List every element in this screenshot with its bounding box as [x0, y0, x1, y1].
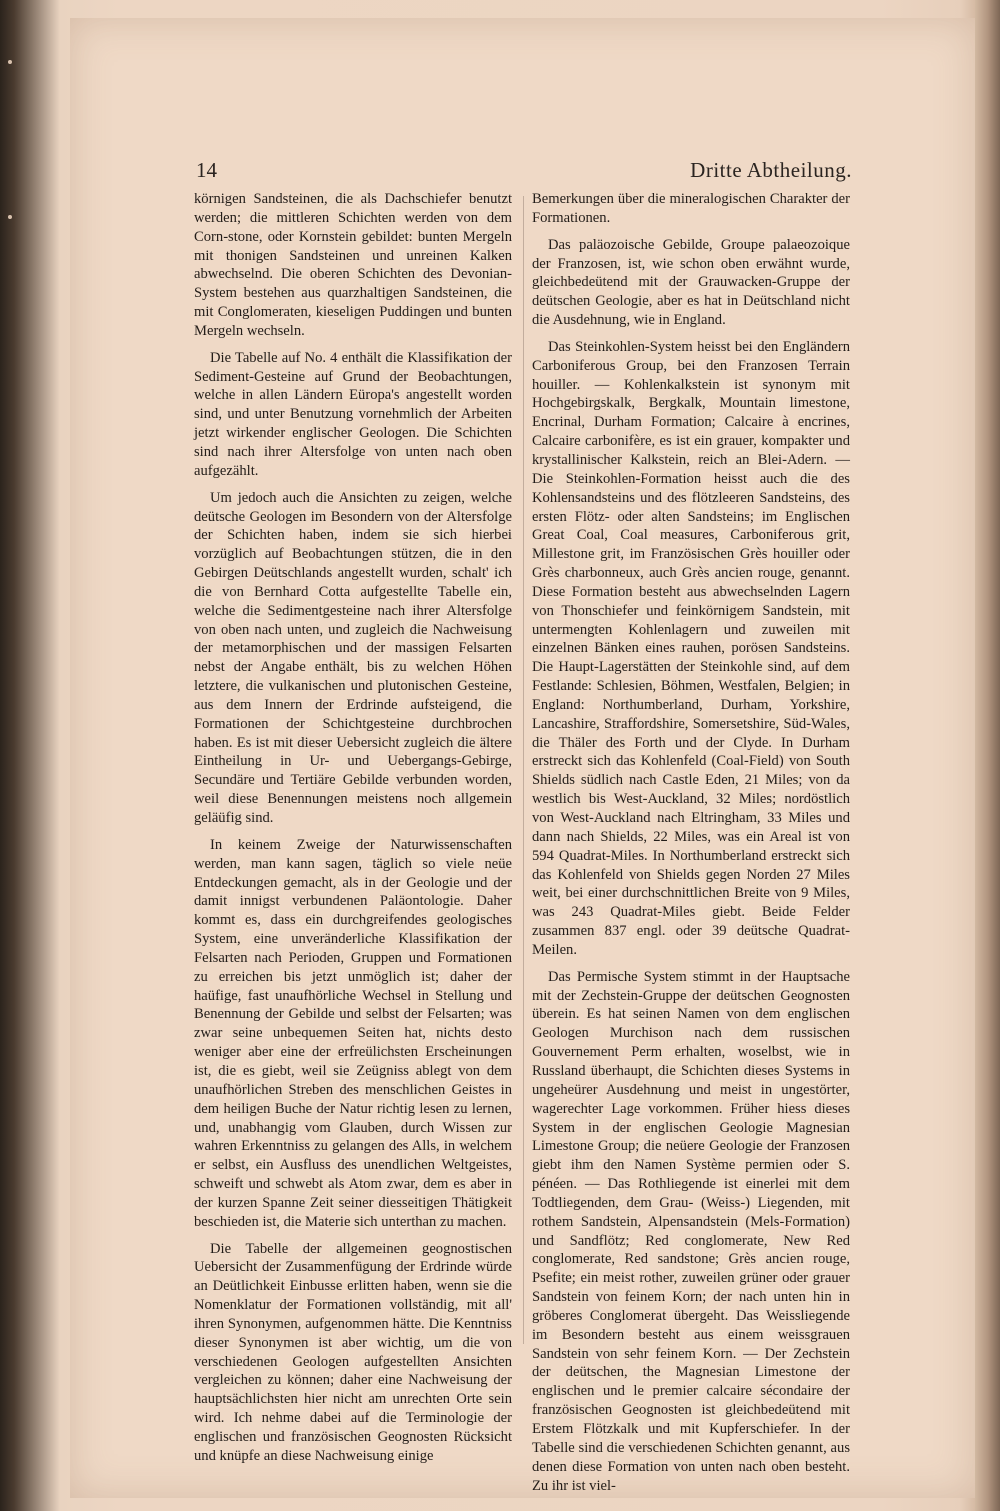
running-head: Dritte Abtheilung. [690, 158, 852, 182]
paragraph: Das paläozoische Gebilde, Groupe palaeozoique der Franzosen, ist, wie schon oben erwähnt wurde, gleichbedeütend mit der Grauwacken-Gruppe der deütschen Geologie, aber es hat in Deütschland nicht die Ausdehnung, wie in England. [532, 236, 850, 329]
right-column [532, 190, 850, 1503]
paragraph: Das Permische System stimmt in der Hauptsache mit der Zechstein-Gruppe der deütschen Geognosten überein. Es hat seinen Namen von dem englischen Geologen Murchison nach dem russischen Gouvernement Perm erhalten, woselbst, wie in Russland überhaupt, die Schichten dieses Systems in ungeheürer Ausdehnung und meist in ungestörter, wagerechter Lage vorkommen. Früher hiess dieses System in der englischen Geologie Magnesian Limestone Group; die neüere Geologie der Franzosen giebt ihm den Namen Système permien oder S. pénéen. — Das Rothliegende ist einerlei mit dem Todtliegenden, dem Grau- (Weiss-) Liegenden, mit rothem Sandstein, Alpensandstein (Mels-Formation) und Sandflötz; Red conglomerate, New Red conglomerate, Red sandstone; Grès ancien rouge, Psefite; ein meist rother, zuweilen grüner oder grauer Sandstein von feinem Korn; der nach unten hin in gröberes Conglomerat übergeht. Das Weissliegende im Besondern besteht aus einem weissgrauen Sandstein von sehr feinem Korn. — Der Zechstein der deütschen, the Magnesian Limestone der englischen und le premier calcaire sécondaire der französischen Geognosten ist gleichbedeütend mit Erstem Flötzkalk und mit Kupferschiefer. In der Tabelle sind die verschiedenen Schichten genannt, aus denen diese Formation von unten nach oben besteht. Zu ihr ist viel- [532, 968, 850, 1494]
paragraph: Um jedoch auch die Ansichten zu zeigen, welche deütsche Geologen im Besondern von der Altersfolge der Schichten haben, indem sie sich hierbei vorzüglich auf Beobachtungen stützen, die in den Gebirgen Deütschlands angestellt wurden, schalt' ich die von Bernhard Cotta aufgestellte Tabelle ein, welche die Sedimentgesteine nach ihrer Altersfolge von oben nach unten, und zugleich die Nachweisung der metamorphischen und der massigen Felsarten nebst der Angabe enthält, bis zu welchen Höhen letztere, die vulkanischen und plutonischen Gesteine, aus dem Innern der Erdrinde aufsteigend, die Formationen der Schichtgesteine durchbrochen haben. Es ist mit dieser Uebersicht zugleich die ältere Eintheilung in Ur- und Uebergangs-Gebirge, Secundäre und Tertiäre Gebilde verbunden worden, weil diese Benennungen meistens noch allgemein geläüfig sind. [194, 489, 512, 826]
page-number: 14 [196, 158, 217, 182]
page-header [196, 158, 852, 188]
paragraph: körnigen Sandsteinen, die als Dachschiefer benutzt werden; die mittleren Schichten werden von dem Corn-stone, oder Kornstein gebildet: bunten Mergeln mit thonigen Sandsteinen und unreinen Kalken abwechselnd. Die oberen Schichten des Devonian-System bestehen aus quarzhaltigen Sandsteinen, die mit Conglomeraten, kieseligen Puddingen und bunten Mergeln wechseln. [194, 191, 512, 339]
left-column [194, 190, 512, 1474]
paragraph: Bemerkungen über die mineralogischen Charakter der Formationen. [532, 191, 850, 226]
binding-mark [8, 215, 12, 219]
paragraph: Das Steinkohlen-System heisst bei den Engländern Carboniferous Group, bei den Franzosen Terrain houiller. — Kohlenkalkstein ist synonym mit Hochgebirgskalk, Bergkalk, Mountain limestone, Encrinal, Durham Formation; Calcaire à encrines, Calcaire carbonifère, es ist ein grauer, kompakter und krystallinischer Kalkstein, reich an Blei-Adern. — Die Steinkohlen-Formation heisst auch die des Kohlensandsteins und des flötzleeren Sandsteins, des ersten Flötz- oder alten Sandsteins; im Englischen Great Coal, Coal measures, Carboniferous grit, Millestone grit, im Französischen Grès houiller oder Grès charbonneux, auch Grès ancien rouge, genannt. Diese Formation besteht aus abwechselnden Lagern von Thonschiefer und feinkörnigem Sandstein, mit untermengten Kohlenlagern und zuweilen mit einzelnen Bänken eines rauhen, porösen Sandsteins. Die Haupt-Lagerstätten der Steinkohle sind, auf dem Festlande: Schlesien, Böhmen, Westfalen, Belgien; in England: Northumberland, Durham, Yorkshire, Lancashire, Straffordshire, Somersetshire, Süd-Wales, die Thäler des Forth und der Clyde. In Durham erstreckt sich das Kohlenfeld (Coal-Field) von South Shields südlich nach Castle Eden, 21 Miles; von da westlich bis West-Auckland, 32 Miles; nordöstlich von West-Auckland nach Eltringham, 33 Miles und dann nach Shields, 22 Miles, was ein Areal ist von 594 Quadrat-Miles. In Northumberland erstreckt sich das Kohlenfeld von Shields gegen Norden 27 Miles weit, bei einer durchschnittlichen Breite von 9 Miles, was 243 Quadrat-Miles giebt. Beide Felder zusammen 837 engl. oder 39 deütsche Quadrat-Meilen. [532, 338, 850, 958]
column-divider [523, 196, 524, 1344]
paragraph: In keinem Zweige der Naturwissenschaften werden, man kann sagen, täglich so viele neüe Entdeckungen gemacht, als in der Geologie und der damit innigst verbundenen Paläontologie. Daher kommt es, dass ein durchgreifendes geologisches System, eine unveränderliche Klassifikation der Felsarten nach Perioden, Gruppen und Formationen zu erreichen bis jetzt unmöglich ist; daher der haüfige, fast unaufhörliche Wechsel in Stellung und Benennung der Gebilde und selbst der Felsarten; was zwar seine unbequemen Seiten hat, nichts desto weniger aber eine der erfreülichsten Erscheinungen ist, die es giebt, weil sie Zeügniss ablegt von dem unaufhörlichen Streben des menschlichen Geistes in dem heiligen Buche der Natur richtig lesen zu lernen, und, unabhangig vom Glauben, durch Wissen zur wahren Erkenntniss zu gelangen des Alls, in welchem er selbst, ein Ausfluss des unendlichen Weltgeistes, schweift und schwebt als Atom zwar, dem es aber in der kurzen Spanne Zeit seiner diesseitigen Thätigkeit beschieden ist, die Materie sich unterthan zu machen. [194, 836, 512, 1230]
paragraph: Die Tabelle der allgemeinen geognostischen Uebersicht der Zusammenfügung der Erdrinde würde an Deütlichkeit Einbusse erlitten haben, wenn sie die Nomenklatur der Formationen vollständig, mit all' ihren Synonymen, aufgenommen hätte. Die Kenntniss dieser Synonymen ist aber wichtig, um die von verschiedenen Geologen aufgestellten Ansichten vergleichen zu können; daher eine Nachweisung der hauptsächlichsten hier nicht am unrechten Orte sein wird. Ich nehme dabei auf die Terminologie der englischen und französischen Geognosten Rücksicht und knüpfe an diese Nachweisung einige [194, 1240, 512, 1464]
page-edge [975, 0, 1000, 1511]
binding-mark [8, 60, 12, 64]
paragraph: Die Tabelle auf No. 4 enthält die Klassifikation der Sediment-Gesteine auf Grund der Beobachtungen, welche in allen Ländern Eüropa's angestellt worden sind, und unter Benutzung vornehmlich der Arbeiten jetzt wirkender englischer Geologen. Die Schichten sind nach ihrer Altersfolge von unten nach oben aufgezählt. [194, 349, 512, 479]
